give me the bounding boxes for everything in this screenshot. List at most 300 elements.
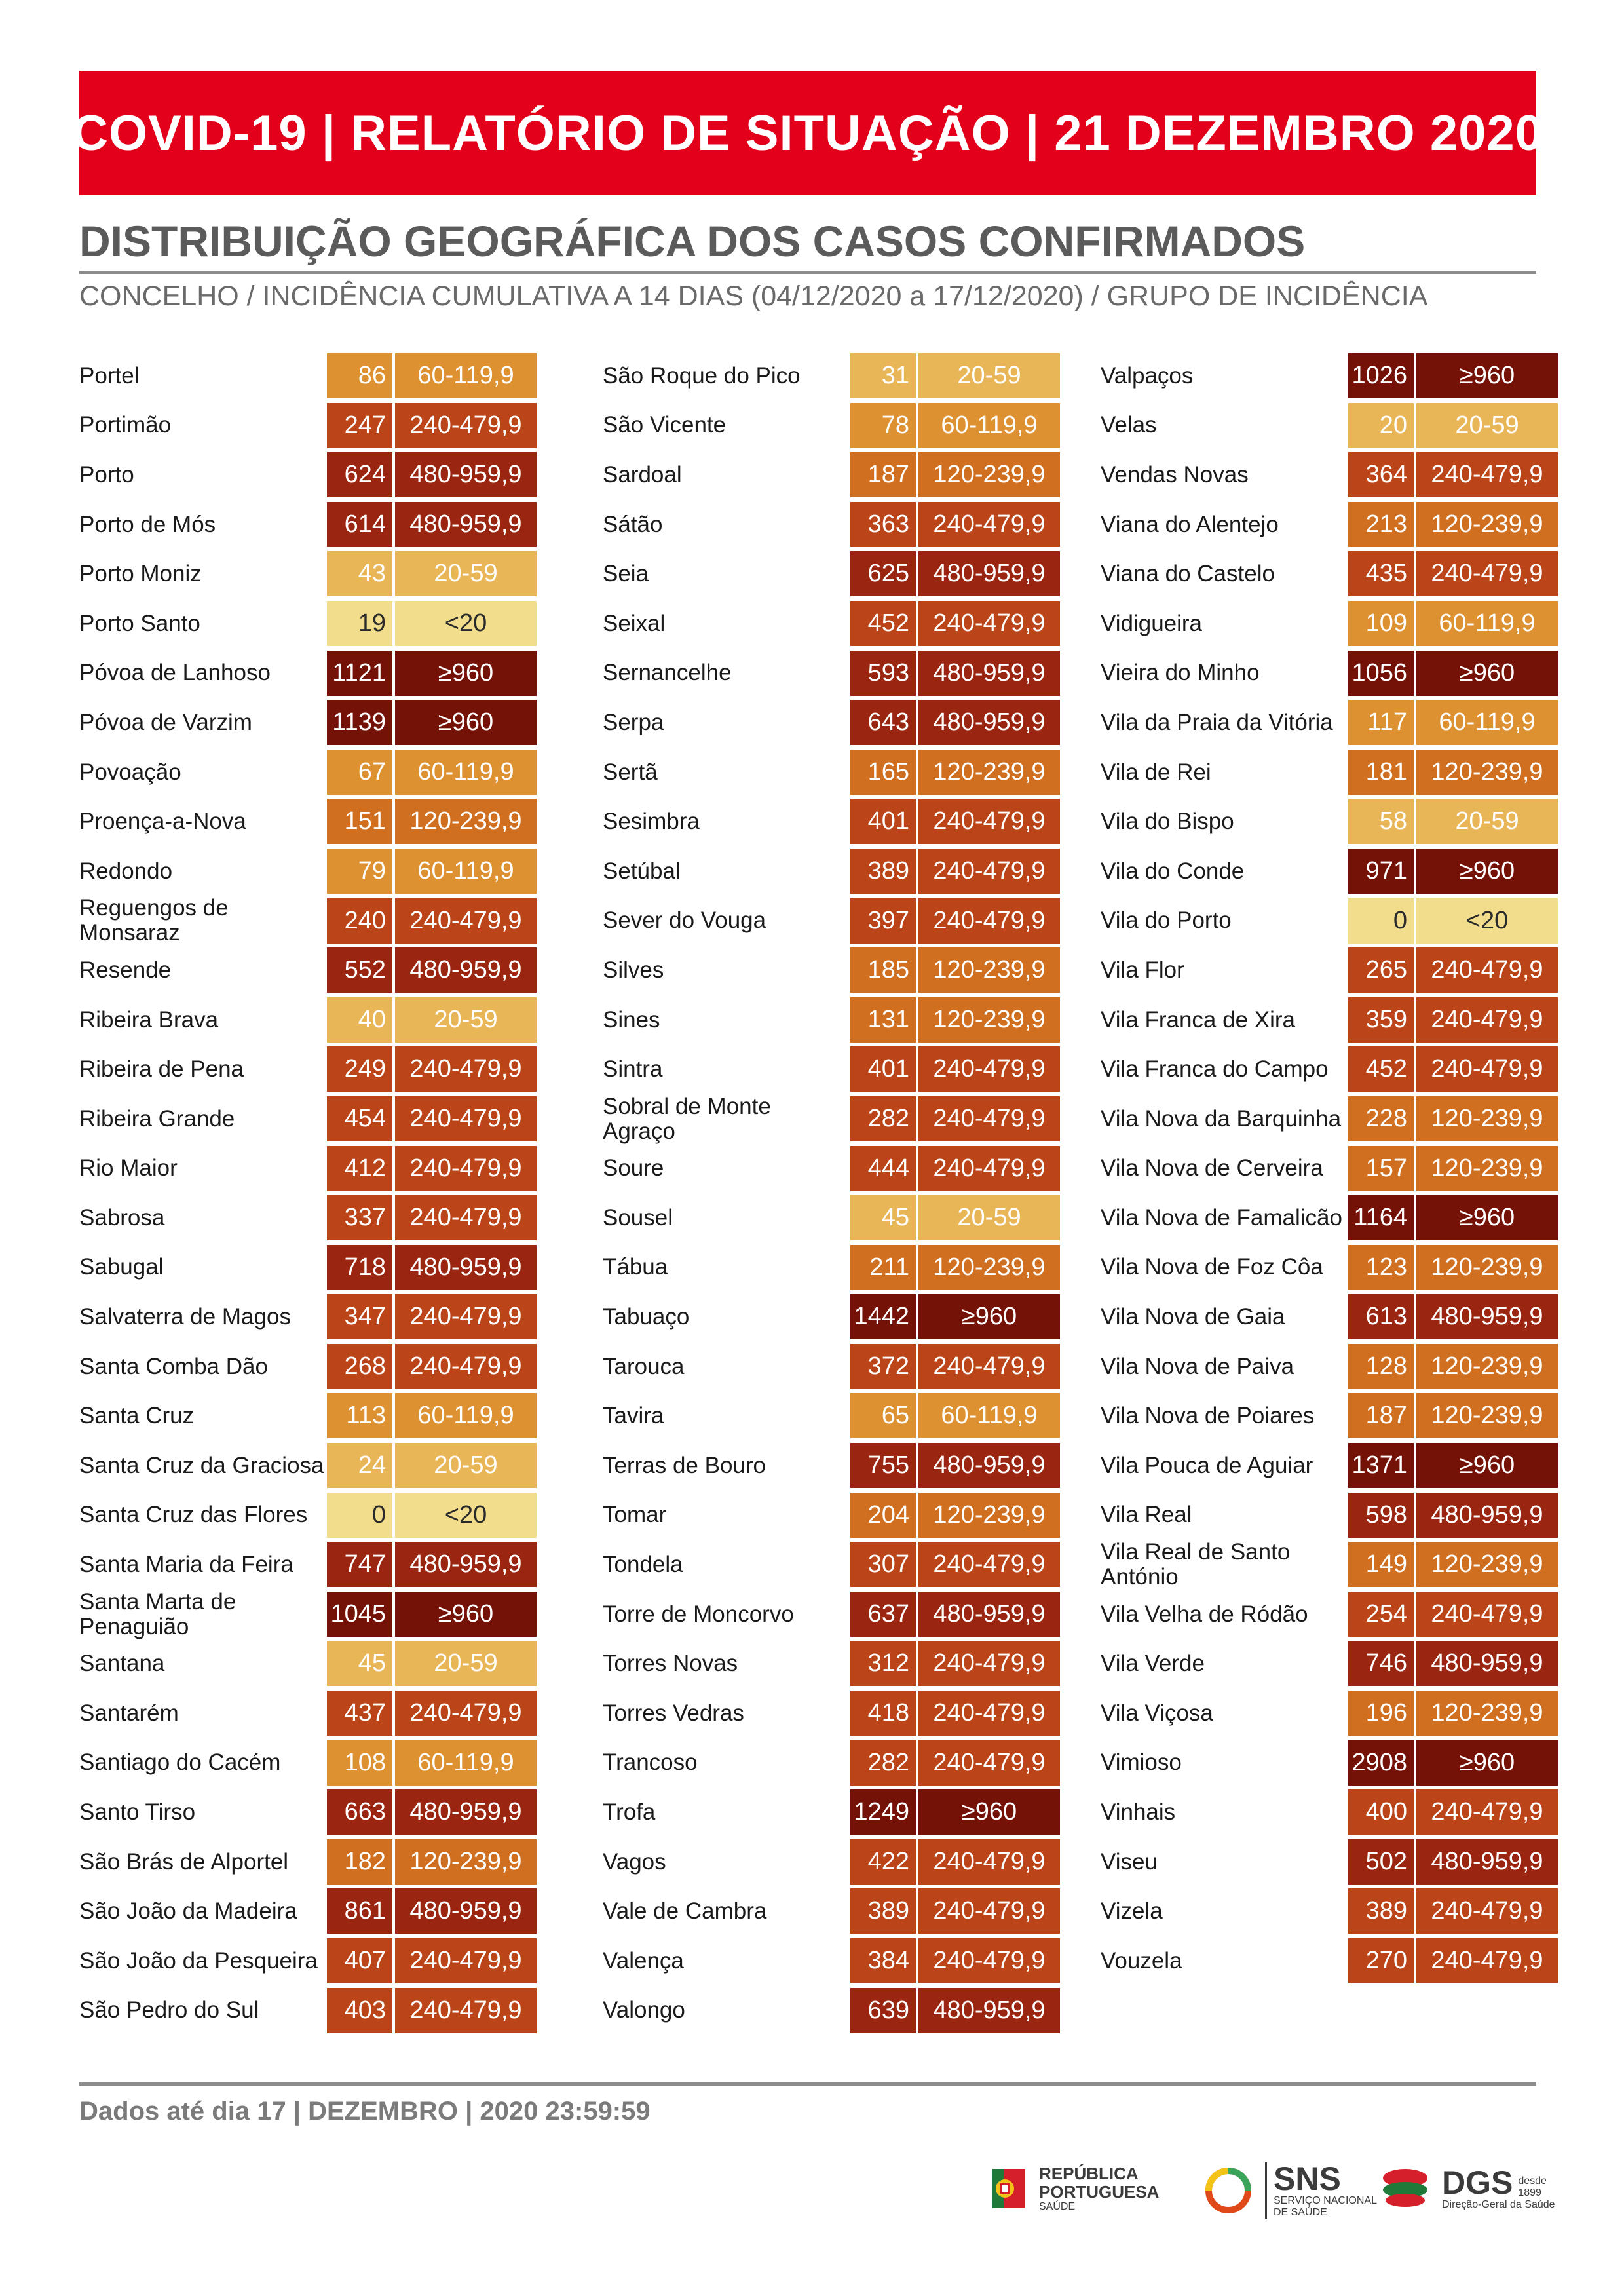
table-row bbox=[603, 698, 1061, 748]
incidence-value: 372 bbox=[850, 1344, 916, 1389]
incidence-group: ≥960 bbox=[1416, 1740, 1558, 1786]
municipality-name: Vagos bbox=[603, 1848, 666, 1875]
table-row bbox=[1101, 847, 1559, 896]
incidence-group: 60-119,9 bbox=[395, 353, 537, 398]
table-row bbox=[603, 1639, 1061, 1689]
table-row bbox=[79, 1689, 538, 1738]
table-row bbox=[603, 599, 1061, 649]
incidence-group: 20-59 bbox=[395, 1641, 537, 1686]
municipality-name: Santa Cruz da Graciosa bbox=[79, 1452, 324, 1478]
incidence-group: 120-239,9 bbox=[1416, 1245, 1558, 1290]
table-row bbox=[1101, 1292, 1559, 1342]
incidence-group: 120-239,9 bbox=[1416, 502, 1558, 547]
incidence-group: ≥960 bbox=[1416, 1443, 1558, 1488]
incidence-group: 240-479,9 bbox=[918, 849, 1060, 894]
municipality-name: Portimão bbox=[79, 412, 172, 438]
incidence-group: ≥960 bbox=[1416, 1195, 1558, 1240]
incidence-value: 593 bbox=[850, 651, 916, 696]
municipality-name: Santo Tirso bbox=[79, 1799, 196, 1826]
incidence-group: 240-479,9 bbox=[918, 1839, 1060, 1885]
incidence-group: 240-479,9 bbox=[918, 1146, 1060, 1191]
table-row bbox=[603, 946, 1061, 995]
incidence-group: <20 bbox=[1416, 898, 1558, 944]
incidence-group: 120-239,9 bbox=[1416, 1146, 1558, 1191]
incidence-value: 614 bbox=[327, 502, 392, 547]
municipality-name: Santiago do Cacém bbox=[79, 1750, 281, 1776]
table-row bbox=[1101, 1788, 1559, 1837]
incidence-group: 240-479,9 bbox=[918, 1096, 1060, 1141]
table-row bbox=[1101, 1094, 1559, 1144]
incidence-group: 60-119,9 bbox=[918, 1393, 1060, 1438]
municipality-name: Reguengos de Monsaraz bbox=[79, 895, 229, 946]
incidence-value: 971 bbox=[1348, 849, 1414, 894]
municipality-name: Sabrosa bbox=[79, 1204, 165, 1231]
incidence-value: 65 bbox=[850, 1393, 916, 1438]
municipality-name: Sobral de Monte Agraço bbox=[603, 1093, 771, 1144]
table-row bbox=[1101, 1144, 1559, 1194]
incidence-value: 265 bbox=[1348, 947, 1414, 993]
municipality-name: Viseu bbox=[1101, 1848, 1158, 1875]
incidence-value: 2908 bbox=[1348, 1740, 1414, 1786]
incidence-value: 204 bbox=[850, 1493, 916, 1538]
incidence-group: 480-959,9 bbox=[395, 1888, 537, 1934]
incidence-value: 454 bbox=[327, 1096, 392, 1141]
table-row bbox=[1101, 649, 1559, 698]
coat-of-arms-icon bbox=[989, 2162, 1029, 2215]
table-row bbox=[603, 1144, 1061, 1194]
incidence-value: 67 bbox=[327, 750, 392, 795]
incidence-value: 213 bbox=[1348, 502, 1414, 547]
table-row bbox=[79, 1986, 538, 2036]
incidence-group: 20-59 bbox=[395, 1443, 537, 1488]
municipality-name: Seixal bbox=[603, 610, 666, 636]
municipality-name: Santana bbox=[79, 1651, 165, 1677]
incidence-value: 24 bbox=[327, 1443, 392, 1488]
incidence-value: 435 bbox=[1348, 551, 1414, 596]
municipality-name: Povoação bbox=[79, 759, 181, 785]
municipality-name: Viana do Castelo bbox=[1101, 561, 1275, 587]
table-row bbox=[79, 450, 538, 500]
table-row bbox=[79, 1936, 538, 1986]
incidence-group: ≥960 bbox=[395, 700, 537, 745]
incidence-group: 120-239,9 bbox=[1416, 1096, 1558, 1141]
municipality-name: Vale de Cambra bbox=[603, 1898, 767, 1924]
table-row bbox=[603, 1292, 1061, 1342]
incidence-value: 240 bbox=[327, 898, 392, 944]
incidence-value: 718 bbox=[327, 1245, 392, 1290]
municipality-name: Torres Novas bbox=[603, 1651, 738, 1677]
incidence-value: 552 bbox=[327, 947, 392, 993]
municipality-name: Santarém bbox=[79, 1700, 179, 1726]
incidence-group: 120-239,9 bbox=[918, 1493, 1060, 1538]
incidence-value: 0 bbox=[1348, 898, 1414, 944]
incidence-group: 480-959,9 bbox=[918, 1443, 1060, 1488]
municipality-name: Rio Maior bbox=[79, 1155, 178, 1181]
incidence-group: 240-479,9 bbox=[918, 799, 1060, 844]
incidence-group: 20-59 bbox=[918, 353, 1060, 398]
incidence-group: 120-239,9 bbox=[1416, 1691, 1558, 1736]
table-row bbox=[603, 1491, 1061, 1540]
municipality-name: Sousel bbox=[603, 1204, 673, 1231]
municipality-name: Tomar bbox=[603, 1502, 667, 1528]
incidence-value: 270 bbox=[1348, 1938, 1414, 1983]
municipality-name: Santa Comba Dão bbox=[79, 1353, 268, 1379]
incidence-value: 254 bbox=[1348, 1592, 1414, 1637]
incidence-value: 347 bbox=[327, 1294, 392, 1339]
table-row bbox=[1101, 599, 1559, 649]
municipality-name: Tarouca bbox=[603, 1353, 685, 1379]
incidence-group: 120-239,9 bbox=[395, 799, 537, 844]
incidence-value: 401 bbox=[850, 1046, 916, 1092]
municipality-name: Vila Verde bbox=[1101, 1651, 1205, 1677]
incidence-value: 157 bbox=[1348, 1146, 1414, 1191]
incidence-group: 240-479,9 bbox=[395, 1344, 537, 1389]
incidence-value: 624 bbox=[327, 452, 392, 497]
footer-data-date: Dados até dia 17 | DEZEMBRO | 2020 23:59:59 bbox=[79, 2097, 651, 2126]
table-row bbox=[1101, 351, 1559, 401]
incidence-group: 240-479,9 bbox=[395, 898, 537, 944]
table-row bbox=[79, 1788, 538, 1837]
municipality-name: Serpa bbox=[603, 709, 664, 735]
incidence-value: 228 bbox=[1348, 1096, 1414, 1141]
table-row bbox=[1101, 1639, 1559, 1689]
municipality-name: Vila Nova de Famalicão bbox=[1101, 1204, 1342, 1231]
incidence-value: 19 bbox=[327, 601, 392, 646]
sns-emblem-icon bbox=[1202, 2164, 1255, 2217]
incidence-value: 1442 bbox=[850, 1294, 916, 1339]
municipality-name: Vendas Novas bbox=[1101, 461, 1249, 488]
incidence-value: 247 bbox=[327, 403, 392, 448]
incidence-value: 58 bbox=[1348, 799, 1414, 844]
incidence-group: 240-479,9 bbox=[395, 1195, 537, 1240]
incidence-group: 60-119,9 bbox=[395, 1740, 537, 1786]
municipality-name: Vila Nova de Paiva bbox=[1101, 1353, 1294, 1379]
municipality-name: Sever do Vouga bbox=[603, 908, 766, 934]
table-row bbox=[603, 1391, 1061, 1441]
municipality-name: Vila Pouca de Aguiar bbox=[1101, 1452, 1313, 1478]
table-row bbox=[1101, 1837, 1559, 1887]
table-row bbox=[1101, 1689, 1559, 1738]
table-row bbox=[603, 1837, 1061, 1887]
incidence-group: ≥960 bbox=[1416, 353, 1558, 398]
incidence-value: 0 bbox=[327, 1493, 392, 1538]
incidence-value: 187 bbox=[850, 452, 916, 497]
municipality-name: São Brás de Alportel bbox=[79, 1848, 289, 1875]
incidence-group: 240-479,9 bbox=[918, 601, 1060, 646]
incidence-group: 240-479,9 bbox=[395, 1938, 537, 1983]
incidence-value: 746 bbox=[1348, 1641, 1414, 1686]
incidence-value: 181 bbox=[1348, 750, 1414, 795]
incidence-value: 1056 bbox=[1348, 651, 1414, 696]
incidence-group: 240-479,9 bbox=[918, 502, 1060, 547]
incidence-value: 78 bbox=[850, 403, 916, 448]
incidence-value: 45 bbox=[850, 1195, 916, 1240]
table-row bbox=[79, 1540, 538, 1590]
incidence-group: 60-119,9 bbox=[395, 849, 537, 894]
dgs-emblem-icon bbox=[1379, 2162, 1431, 2215]
municipality-name: Vinhais bbox=[1101, 1799, 1176, 1826]
municipality-name: Vila Nova de Foz Côa bbox=[1101, 1254, 1323, 1280]
incidence-group: 240-479,9 bbox=[395, 1294, 537, 1339]
table-row bbox=[1101, 1193, 1559, 1243]
municipality-name: Ribeira Grande bbox=[79, 1105, 235, 1132]
incidence-group: 240-479,9 bbox=[918, 1641, 1060, 1686]
incidence-group: 480-959,9 bbox=[1416, 1641, 1558, 1686]
incidence-value: 613 bbox=[1348, 1294, 1414, 1339]
table-row bbox=[603, 797, 1061, 847]
municipality-name: Resende bbox=[79, 957, 172, 983]
incidence-group: 240-479,9 bbox=[395, 1096, 537, 1141]
incidence-value: 452 bbox=[850, 601, 916, 646]
incidence-value: 86 bbox=[327, 353, 392, 398]
table-column-1 bbox=[79, 351, 538, 2035]
table-row bbox=[1101, 1044, 1559, 1094]
incidence-value: 282 bbox=[850, 1096, 916, 1141]
table-row bbox=[79, 1144, 538, 1194]
municipality-name: Ribeira de Pena bbox=[79, 1056, 244, 1082]
incidence-value: 1121 bbox=[327, 651, 392, 696]
municipality-name: Vila Real de Santo António bbox=[1101, 1539, 1291, 1590]
table-row bbox=[79, 797, 538, 847]
table-row bbox=[603, 1342, 1061, 1392]
incidence-group: 480-959,9 bbox=[918, 1592, 1060, 1637]
incidence-value: 108 bbox=[327, 1740, 392, 1786]
incidence-group: 20-59 bbox=[1416, 403, 1558, 448]
republica-line-1: REPÚBLICA bbox=[1039, 2164, 1139, 2183]
incidence-group: 240-479,9 bbox=[395, 1146, 537, 1191]
incidence-group: ≥960 bbox=[1416, 651, 1558, 696]
table-row bbox=[79, 896, 538, 946]
municipality-name: Torres Vedras bbox=[603, 1700, 744, 1726]
table-row bbox=[79, 1193, 538, 1243]
incidence-group: 240-479,9 bbox=[1416, 1789, 1558, 1835]
table-row bbox=[79, 1342, 538, 1392]
table-row bbox=[79, 1094, 538, 1144]
incidence-group: 480-959,9 bbox=[395, 947, 537, 993]
incidence-value: 598 bbox=[1348, 1493, 1414, 1538]
incidence-group: 20-59 bbox=[1416, 799, 1558, 844]
municipality-name: Vila Viçosa bbox=[1101, 1700, 1213, 1726]
incidence-group: 240-479,9 bbox=[918, 1740, 1060, 1786]
incidence-group: 120-239,9 bbox=[918, 452, 1060, 497]
incidence-value: 337 bbox=[327, 1195, 392, 1240]
incidence-value: 1371 bbox=[1348, 1443, 1414, 1488]
municipality-name: Vila Franca de Xira bbox=[1101, 1006, 1296, 1033]
table-row bbox=[603, 1936, 1061, 1986]
municipality-name: São Roque do Pico bbox=[603, 362, 801, 389]
incidence-group: 480-959,9 bbox=[918, 700, 1060, 745]
incidence-value: 185 bbox=[850, 947, 916, 993]
municipality-name: Vila do Conde bbox=[1101, 858, 1245, 884]
municipality-name: São João da Pesqueira bbox=[79, 1947, 318, 1974]
municipality-name: Tavira bbox=[603, 1403, 664, 1429]
table-row bbox=[79, 500, 538, 550]
incidence-group: 120-239,9 bbox=[1416, 1344, 1558, 1389]
municipality-name: Sines bbox=[603, 1006, 660, 1033]
incidence-value: 861 bbox=[327, 1888, 392, 1934]
table-row bbox=[603, 748, 1061, 797]
table-row bbox=[603, 1886, 1061, 1936]
incidence-group: 120-239,9 bbox=[918, 1245, 1060, 1290]
table-row bbox=[79, 1292, 538, 1342]
incidence-value: 1139 bbox=[327, 700, 392, 745]
incidence-value: 149 bbox=[1348, 1542, 1414, 1587]
incidence-group: 240-479,9 bbox=[1416, 947, 1558, 993]
incidence-value: 412 bbox=[327, 1146, 392, 1191]
municipality-name: Sesimbra bbox=[603, 809, 700, 835]
incidence-group: ≥960 bbox=[395, 651, 537, 696]
municipality-name: Vouzela bbox=[1101, 1947, 1182, 1974]
municipality-name: Vila Flor bbox=[1101, 957, 1184, 983]
republica-line-3: SAÚDE bbox=[1039, 2201, 1076, 2212]
incidence-value: 312 bbox=[850, 1641, 916, 1686]
republica-line-2: PORTUGUESA bbox=[1039, 2182, 1160, 2202]
table-row bbox=[79, 1491, 538, 1540]
table-row bbox=[1101, 1540, 1559, 1590]
incidence-group: 120-239,9 bbox=[395, 1839, 537, 1885]
sns-logo bbox=[1202, 2162, 1377, 2219]
incidence-value: 113 bbox=[327, 1393, 392, 1438]
municipality-name: Proença-a-Nova bbox=[79, 809, 246, 835]
incidence-value: 637 bbox=[850, 1592, 916, 1637]
incidence-group: <20 bbox=[395, 601, 537, 646]
report-banner bbox=[72, 71, 1543, 195]
incidence-group: 20-59 bbox=[918, 1195, 1060, 1240]
incidence-value: 1164 bbox=[1348, 1195, 1414, 1240]
table-row bbox=[79, 1886, 538, 1936]
municipality-name: Vila Real bbox=[1101, 1502, 1192, 1528]
municipality-name: Vila Velha de Ródão bbox=[1101, 1601, 1308, 1627]
incidence-value: 663 bbox=[327, 1789, 392, 1835]
incidence-value: 452 bbox=[1348, 1046, 1414, 1092]
sns-line-1: SERVIÇO NACIONAL bbox=[1274, 2195, 1377, 2206]
municipality-name: Redondo bbox=[79, 858, 173, 884]
table-row bbox=[1101, 995, 1559, 1045]
incidence-group: 240-479,9 bbox=[395, 1046, 537, 1092]
municipality-name: Ribeira Brava bbox=[79, 1006, 219, 1033]
table-row bbox=[603, 1540, 1061, 1590]
incidence-value: 1045 bbox=[327, 1592, 392, 1637]
incidence-group: 120-239,9 bbox=[918, 750, 1060, 795]
table-row bbox=[1101, 797, 1559, 847]
incidence-value: 400 bbox=[1348, 1789, 1414, 1835]
section-subtitle: CONCELHO / INCIDÊNCIA CUMULATIVA A 14 DIAS (04/12/2020 a 17/12/2020) / GRUPO DE INCIDÊNCIA bbox=[79, 280, 1428, 312]
incidence-value: 307 bbox=[850, 1542, 916, 1587]
municipality-name: Vila Franca do Campo bbox=[1101, 1056, 1329, 1082]
municipality-name: Vizela bbox=[1101, 1898, 1163, 1924]
table-row bbox=[79, 1590, 538, 1639]
municipality-name: Trancoso bbox=[603, 1750, 698, 1776]
incidence-group: 60-119,9 bbox=[1416, 700, 1558, 745]
table-row bbox=[1101, 896, 1559, 946]
incidence-group: 240-479,9 bbox=[918, 1046, 1060, 1092]
incidence-value: 249 bbox=[327, 1046, 392, 1092]
incidence-value: 40 bbox=[327, 997, 392, 1043]
table-row bbox=[79, 649, 538, 698]
table-row bbox=[1101, 1342, 1559, 1392]
incidence-value: 128 bbox=[1348, 1344, 1414, 1389]
incidence-group: 60-119,9 bbox=[395, 750, 537, 795]
municipality-name: Torre de Moncorvo bbox=[603, 1601, 794, 1627]
incidence-value: 364 bbox=[1348, 452, 1414, 497]
municipality-name: Sabugal bbox=[79, 1254, 164, 1280]
municipality-name: Porto bbox=[79, 461, 134, 488]
incidence-group: 240-479,9 bbox=[918, 1691, 1060, 1736]
municipality-name: Velas bbox=[1101, 412, 1157, 438]
incidence-value: 123 bbox=[1348, 1245, 1414, 1290]
incidence-value: 389 bbox=[850, 849, 916, 894]
table-row bbox=[79, 748, 538, 797]
table-row bbox=[603, 401, 1061, 451]
table-row bbox=[79, 847, 538, 896]
incidence-group: 480-959,9 bbox=[1416, 1294, 1558, 1339]
municipality-name: Seia bbox=[603, 561, 649, 587]
incidence-group: 240-479,9 bbox=[1416, 1938, 1558, 1983]
municipality-name: Silves bbox=[603, 957, 664, 983]
incidence-value: 418 bbox=[850, 1691, 916, 1736]
table-row bbox=[1101, 450, 1559, 500]
municipality-name: São Vicente bbox=[603, 412, 727, 438]
table-row bbox=[1101, 401, 1559, 451]
incidence-value: 182 bbox=[327, 1839, 392, 1885]
incidence-value: 422 bbox=[850, 1839, 916, 1885]
table-row bbox=[79, 1044, 538, 1094]
incidence-value: 747 bbox=[327, 1542, 392, 1587]
table-row bbox=[1101, 1491, 1559, 1540]
section-title: DISTRIBUIÇÃO GEOGRÁFICA DOS CASOS CONFIRMADOS bbox=[79, 217, 1306, 265]
incidence-group: 240-479,9 bbox=[395, 1691, 537, 1736]
incidence-value: 755 bbox=[850, 1443, 916, 1488]
report-title: COVID-19 | RELATÓRIO DE SITUAÇÃO | 21 DEZEMBRO 2020 bbox=[72, 105, 1543, 161]
table-row bbox=[603, 1788, 1061, 1837]
sns-name: SNS bbox=[1274, 2160, 1341, 2197]
table-row bbox=[1101, 1590, 1559, 1639]
incidence-value: 117 bbox=[1348, 700, 1414, 745]
municipality-name: Porto Moniz bbox=[79, 561, 202, 587]
table-row bbox=[1101, 1738, 1559, 1788]
incidence-group: 240-479,9 bbox=[1416, 1046, 1558, 1092]
incidence-group: 240-479,9 bbox=[918, 1938, 1060, 1983]
table-row bbox=[79, 995, 538, 1045]
table-row bbox=[603, 1986, 1061, 2036]
incidence-group: 240-479,9 bbox=[395, 1988, 537, 2033]
table-row bbox=[603, 549, 1061, 599]
municipality-name: Valongo bbox=[603, 1997, 685, 2023]
municipality-name: Vila Nova da Barquinha bbox=[1101, 1105, 1342, 1132]
municipality-name: Sertã bbox=[603, 759, 658, 785]
incidence-value: 639 bbox=[850, 1988, 916, 2033]
incidence-group: 480-959,9 bbox=[395, 1542, 537, 1587]
incidence-group: 240-479,9 bbox=[1416, 551, 1558, 596]
municipality-name: Vila de Rei bbox=[1101, 759, 1211, 785]
incidence-value: 363 bbox=[850, 502, 916, 547]
table-row bbox=[79, 946, 538, 995]
incidence-group: 240-479,9 bbox=[1416, 1592, 1558, 1637]
title-divider bbox=[79, 271, 1536, 274]
incidence-group: 120-239,9 bbox=[918, 997, 1060, 1043]
municipality-name: Sardoal bbox=[603, 461, 682, 488]
table-row bbox=[1101, 1391, 1559, 1441]
table-row bbox=[603, 1689, 1061, 1738]
incidence-value: 389 bbox=[1348, 1888, 1414, 1934]
municipality-name: Tábua bbox=[603, 1254, 668, 1280]
table-row bbox=[1101, 1936, 1559, 1986]
table-row bbox=[603, 995, 1061, 1045]
incidence-value: 131 bbox=[850, 997, 916, 1043]
incidence-value: 403 bbox=[327, 1988, 392, 2033]
table-column-2 bbox=[603, 351, 1061, 2035]
municipality-name: Vila Nova de Cerveira bbox=[1101, 1155, 1323, 1181]
